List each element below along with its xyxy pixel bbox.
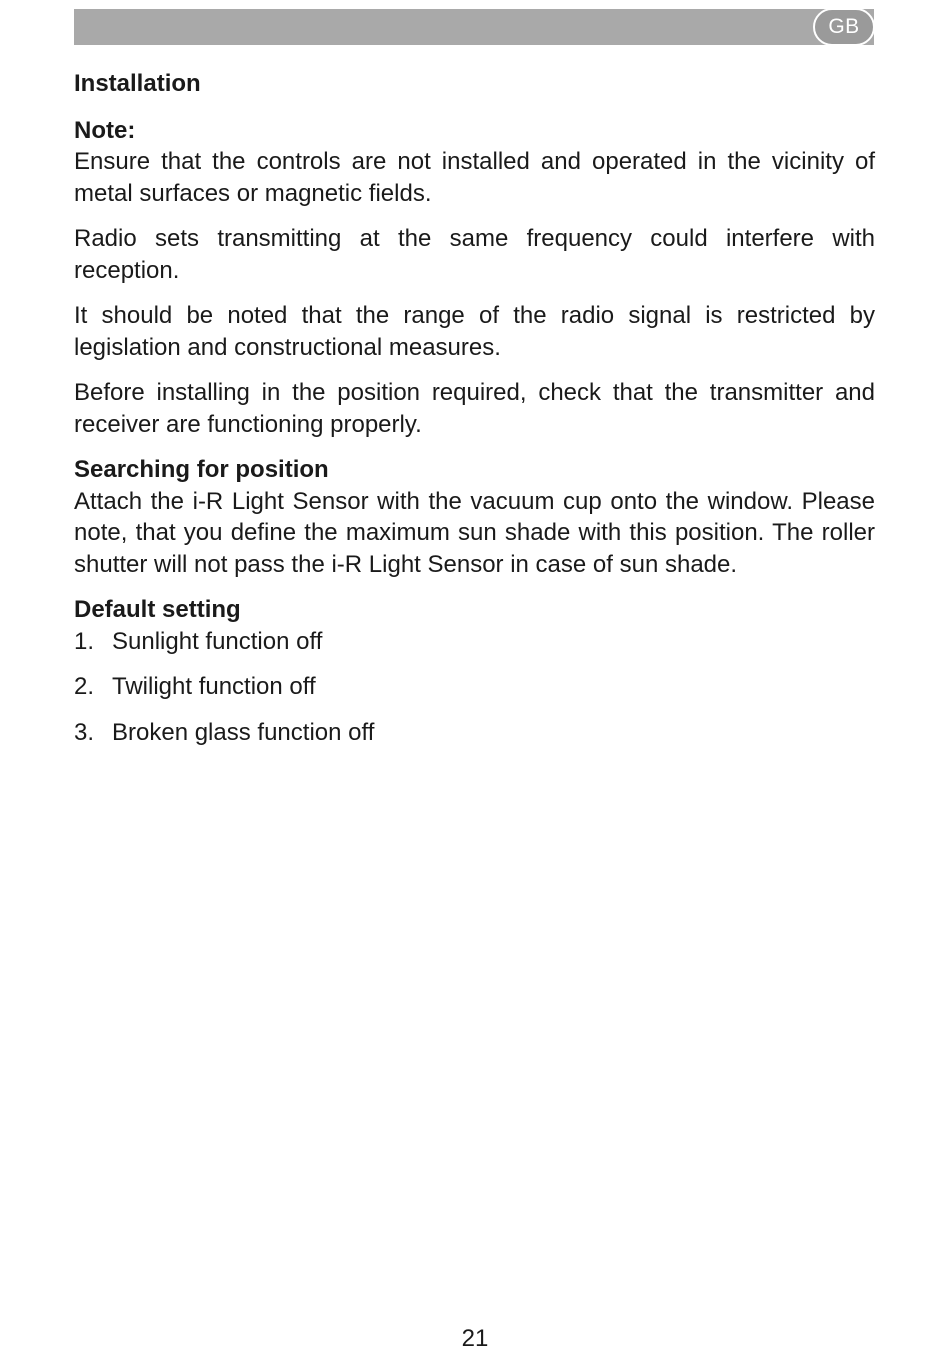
default-setting-list — [74, 626, 875, 749]
default-setting-heading: Default setting — [74, 596, 241, 623]
section-title-installation: Installation — [74, 70, 201, 97]
list-item-number: 3. — [74, 718, 95, 746]
list-item-text: Broken glass function off — [112, 718, 375, 746]
list-item-number: 1. — [74, 627, 95, 655]
header-bar — [74, 9, 874, 45]
note-heading: Note: — [74, 116, 136, 144]
note-paragraph-1: Ensure that the controls are not installed and operated in the vicinity of metal surfaces or magnetic fields. — [74, 148, 875, 207]
page-number: 21 — [461, 1325, 489, 1352]
list-item-number: 2. — [74, 673, 95, 700]
list-item — [74, 626, 875, 658]
language-badge: GB — [813, 8, 875, 46]
note-paragraph-3: It should be noted that the range of the radio signal is restricted by legislation and constructional measures. — [74, 302, 875, 361]
list-item-text: Sunlight function off — [112, 627, 323, 655]
note-paragraph-4: Before installing in the position required, check that the transmitter and receiver are functioning properly. — [74, 379, 875, 438]
note-paragraph-2: Radio sets transmitting at the same frequency could interfere with reception. — [74, 225, 875, 284]
list-item — [74, 671, 875, 703]
document-body — [74, 68, 875, 762]
searching-heading: Searching for position — [74, 456, 329, 483]
searching-paragraph: Attach the i-R Light Sensor with the vacuum cup onto the window. Please note, that you define the maximum sun shade with this position. The roller shutter will not pass the i-R Light Sensor in case of sun shade. — [74, 487, 875, 578]
list-item-text: Twilight function off — [112, 673, 316, 700]
list-item — [74, 717, 875, 749]
